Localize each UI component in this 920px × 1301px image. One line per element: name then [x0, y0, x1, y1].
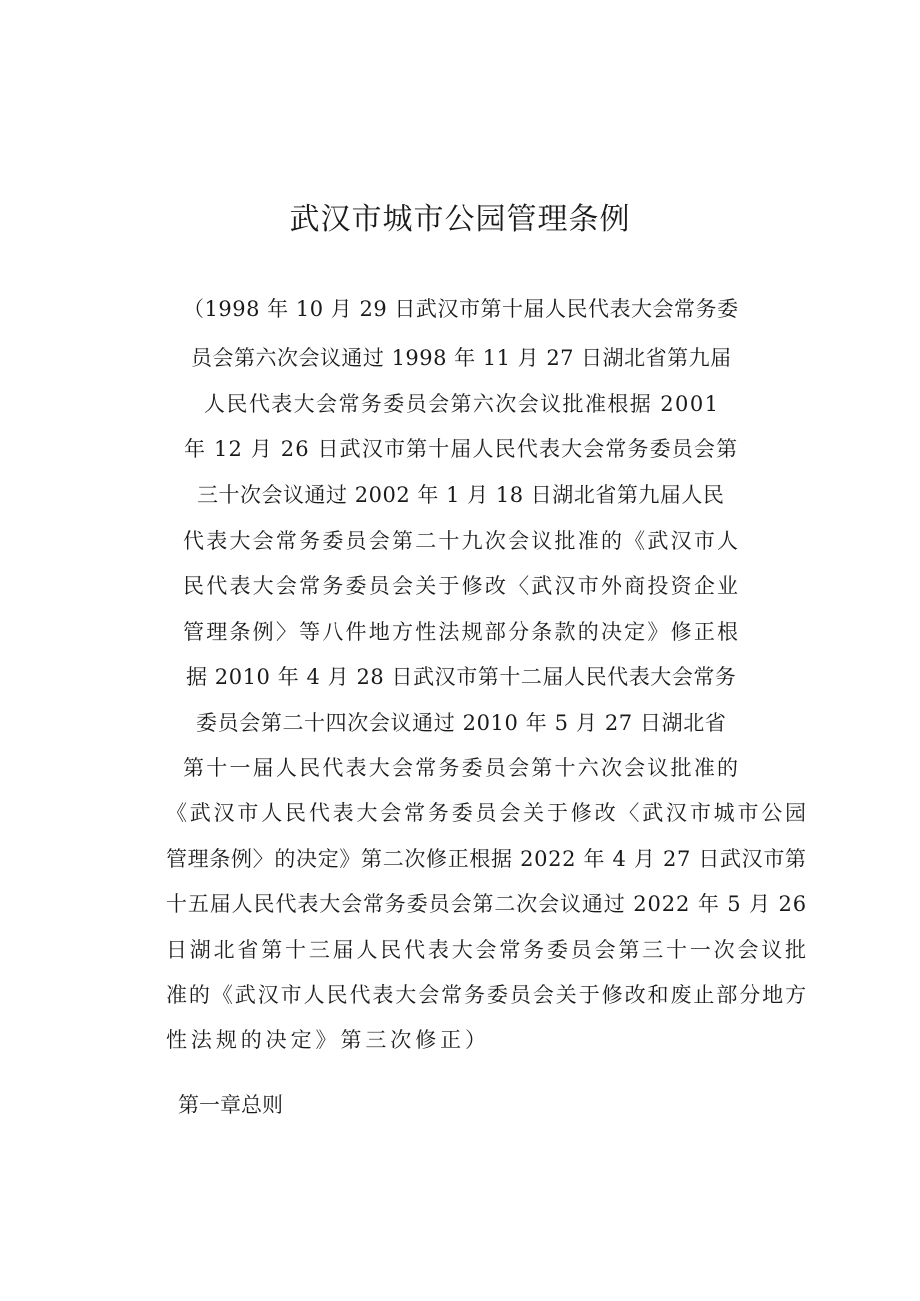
chapter-heading: 第一章总则 — [178, 1093, 283, 1117]
preamble-line-2: 员会第六次会议通过 1998 年 11 月 27 日湖北省第九届 — [191, 346, 732, 370]
preamble-line-12: 《武汉市人民代表大会常务委员会关于修改〈武汉市城市公园 — [166, 801, 809, 825]
document-title: 武汉市城市公园管理条例 — [289, 202, 631, 237]
preamble-line-7: 民代表大会常务委员会关于修改〈武汉市外商投资企业 — [183, 574, 741, 598]
preamble-line-16: 准的《武汉市人民代表大会常务委员会关于修改和废止部分地方 — [166, 983, 809, 1007]
preamble-line-3: 人民代表大会常务委员会第六次会议批准根据 2001 — [204, 392, 720, 416]
preamble-line-17: 性法规的决定》第三次修正） — [166, 1028, 490, 1052]
preamble-line-1: （1998 年 10 月 29 日武汉市第十届人民代表大会常务委 — [183, 297, 739, 321]
preamble-line-4: 年 12 月 26 日武汉市第十届人民代表大会常务委员会第 — [184, 437, 739, 461]
preamble-line-10: 委员会第二十四次会议通过 2010 年 5 月 27 日湖北省 — [196, 711, 727, 735]
preamble-line-14: 十五届人民代表大会常务委员会第二次会议通过 2022 年 5 月 26 — [166, 892, 808, 916]
preamble-line-15: 日湖北省第十三届人民代表大会常务委员会第三十一次会议批 — [166, 938, 809, 962]
preamble-line-8: 管理条例〉等八件地方性法规部分条款的决定》修正根 — [183, 620, 741, 644]
preamble-line-6: 代表大会常务委员会第二十九次会议批准的《武汉市人 — [183, 529, 741, 553]
preamble-line-5: 三十次会议通过 2002 年 1 月 18 日湖北省第九届人民 — [197, 483, 725, 507]
preamble-line-9: 据 2010 年 4 月 28 日武汉市第十二届人民代表大会常务 — [186, 665, 737, 689]
preamble-line-11: 第十一届人民代表大会常务委员会第十六次会议批准的 — [183, 756, 741, 780]
preamble-line-13: 管理条例〉的决定》第二次修正根据 2022 年 4 月 27 日武汉市第 — [166, 847, 807, 871]
